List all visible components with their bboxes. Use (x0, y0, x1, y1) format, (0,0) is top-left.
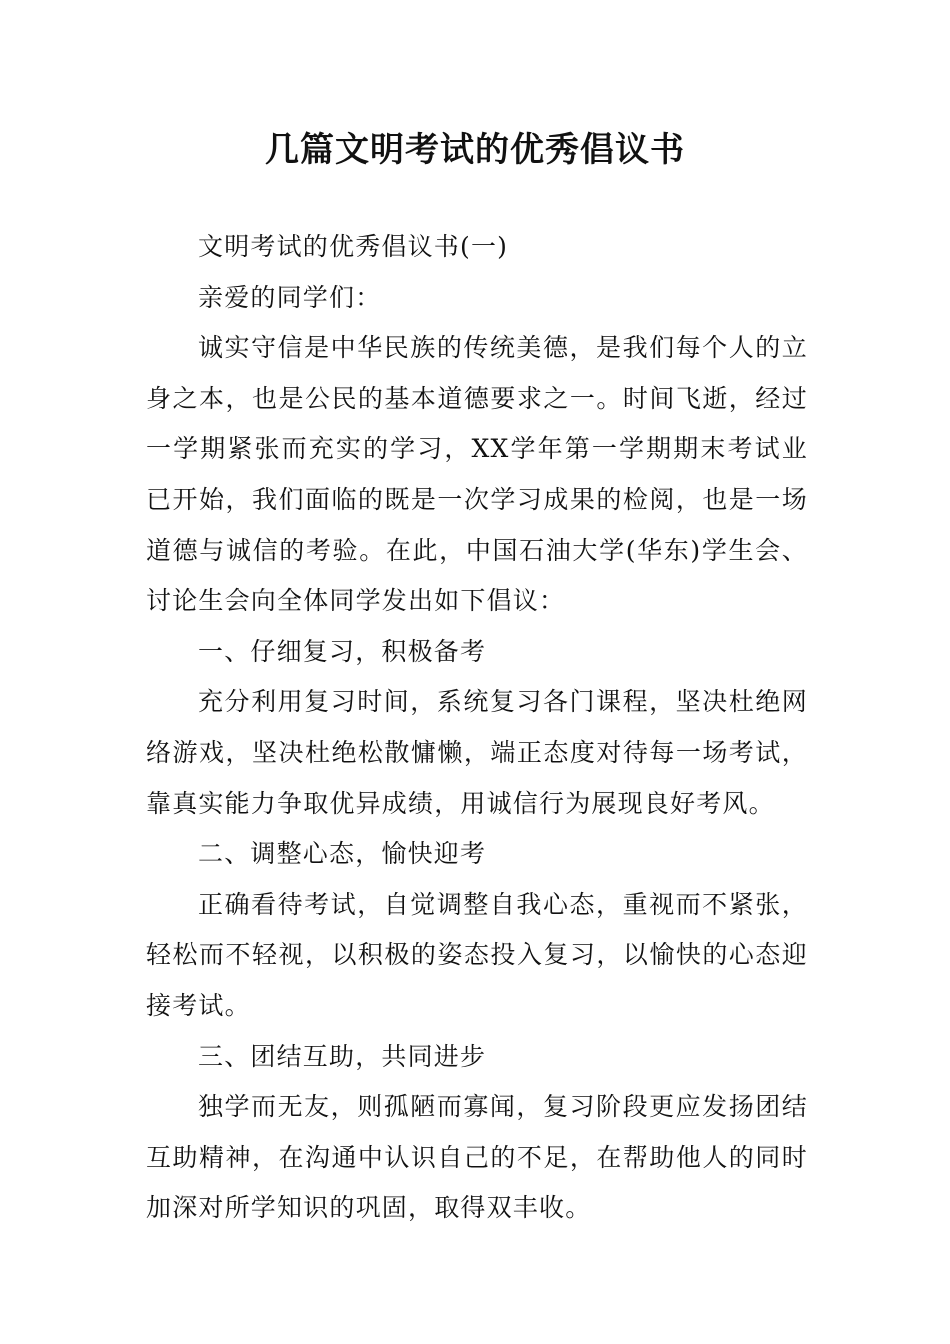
item-paragraph-1: 充分利用复习时间，系统复习各门课程，坚决杜绝网络游戏，坚决杜绝松散慵懒，端正态度对待每一场考试，靠真实能力争取优异成绩，用诚信行为展现良好考风。 (146, 687, 808, 818)
salutation: 亲爱的同学们： (198, 282, 382, 312)
item-paragraph-3: 独学而无友，则孤陋而寡闻，复习阶段更应发扬团结互助精神，在沟通中认识自己的不足，在帮助他人的同时加深对所学知识的巩固，取得双丰收。 (146, 1092, 808, 1223)
document-title: 几篇文明考试的优秀倡议书 (265, 130, 685, 170)
item-heading-1: 一、仔细复习，积极备考 (198, 636, 487, 666)
document-body (146, 222, 808, 1234)
item-heading-3: 三、团结互助，共同进步 (198, 1041, 487, 1071)
item-heading-2: 二、调整心态，愉快迎考 (198, 839, 487, 869)
item-paragraph-2: 正确看待考试，自觉调整自我心态，重视而不紧张，轻松而不轻视，以积极的姿态投入复习，以愉快的心态迎接考试。 (146, 889, 808, 1020)
intro-paragraph: 诚实守信是中华民族的传统美德，是我们每个人的立身之本，也是公民的基本道德要求之一。时间飞逝，经过一学期紧张而充实的学习，XX学年第一学期期末考试业已开始，我们面临的既是一次学习成果的检阅，也是一场道德与诚信的考验。在此，中国石油大学(华东)学生会、讨论生会向全体同学发出如下倡议： (146, 333, 808, 616)
section-heading: 文明考试的优秀倡议书(一) (198, 232, 509, 261)
